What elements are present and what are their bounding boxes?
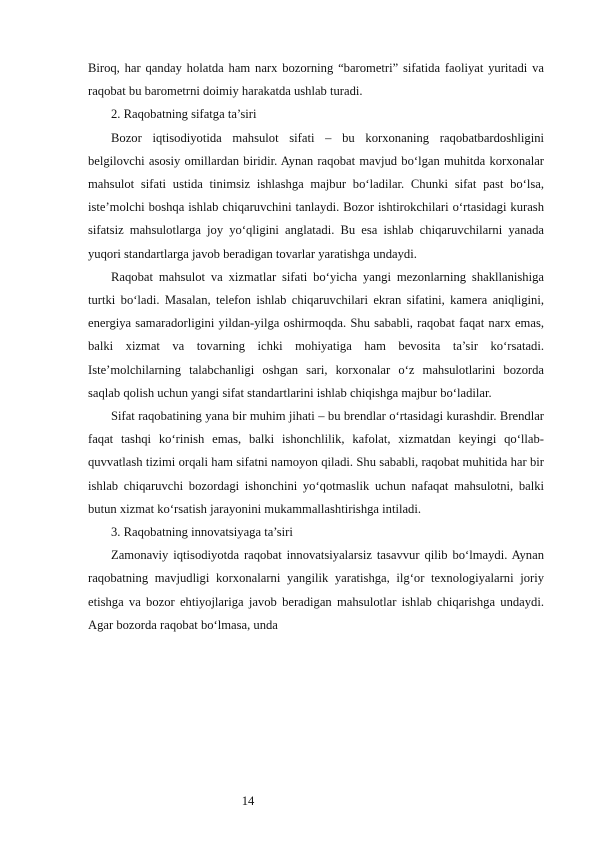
- paragraph-innovation-1: Zamonaviy iqtisodiyotda raqobat innovatsiyalarsiz tasavvur qilib bo‘lmaydi. Aynan raqobatning mavjudligi korxonalarni yangilik yaratishga, ilg‘or texnologiyalarni joriy etishga va bozor ehtiyojlariga javob beradigan mahsulotlar ishlab chiqarishga undaydi. Agar bozorda raqobat bo‘lmasa, unda: [88, 548, 544, 632]
- paragraph-quality-1: Bozor iqtisodiyotida mahsulot sifati – bu korxonaning raqobatbardoshligini belgilovchi asosiy omillardan biridir. Aynan raqobat mavjud bo‘lgan muhitda korxonalar mahsulot sifati ustida tinimsiz ishlashga majbur bo‘ladilar. Chunki sifat past bo‘lsa, iste’molchi boshqa ishlab chiqaruvchini tanlaydi. Bozor ishtirokchilari o‘rtasidagi kurash sifatsiz mahsulotlarga joy yo‘qligini anglatadi. Bu esa ishlab chiqaruvchilarni yanada yuqori standartlarga javob beradigan tovarlar yaratishga undaydi.: [88, 130, 544, 261]
- page-number: 14: [241, 794, 255, 808]
- paragraph-quality-3: Sifat raqobatining yana bir muhim jihati – bu brendlar o‘rtasidagi kurashdir. Brendlar faqat tashqi ko‘rinish emas, balki ishonchlilik, kafolat, xizmatdan keyingi qo‘llab-quvvatlash tizimi orqali ham sifatni namoyon qiladi. Shu sababli, raqobat muhitida har bir ishlab chiqaruvchi bozordagi ishonchini yo‘qotmaslik uchun nafaqat mahsulotni, balki butun xizmat ko‘rsatish jarayonini mukammallashtirishga intiladi.: [88, 409, 544, 516]
- section-heading-quality: 2. Raqobatning sifatga ta’siri: [111, 107, 257, 122]
- paragraph-continuation: Biroq, har qanday holatda ham narx bozorning “barometri” sifatida faoliyat yuritadi va raqobat bu barometrni doimiy harakatda ushlab turadi.: [88, 61, 544, 99]
- section-heading-innovation: 3. Raqobatning innovatsiyaga ta’siri: [111, 525, 293, 540]
- document-body: [88, 57, 544, 637]
- paragraph-quality-2: Raqobat mahsulot va xizmatlar sifati bo‘yicha yangi mezonlarning shakllanishiga turtki bo‘ladi. Masalan, telefon ishlab chiqaruvchilari ekran sifatini, kamera aniqligini, energiya samaradorligini yildan-yilga oshirmoqda. Shu sababli, raqobat faqat narx emas, balki xizmat va tovarning ichki mohiyatiga ham bevosita ta’sir ko‘rsatadi. Iste’molchilarning talabchanligi oshgan sari, korxonalar o‘z mahsulotlarini bozorda saqlab qolish uchun yangi sifat standartlarini ishlab chiqishga majbur bo‘ladilar.: [88, 269, 544, 400]
